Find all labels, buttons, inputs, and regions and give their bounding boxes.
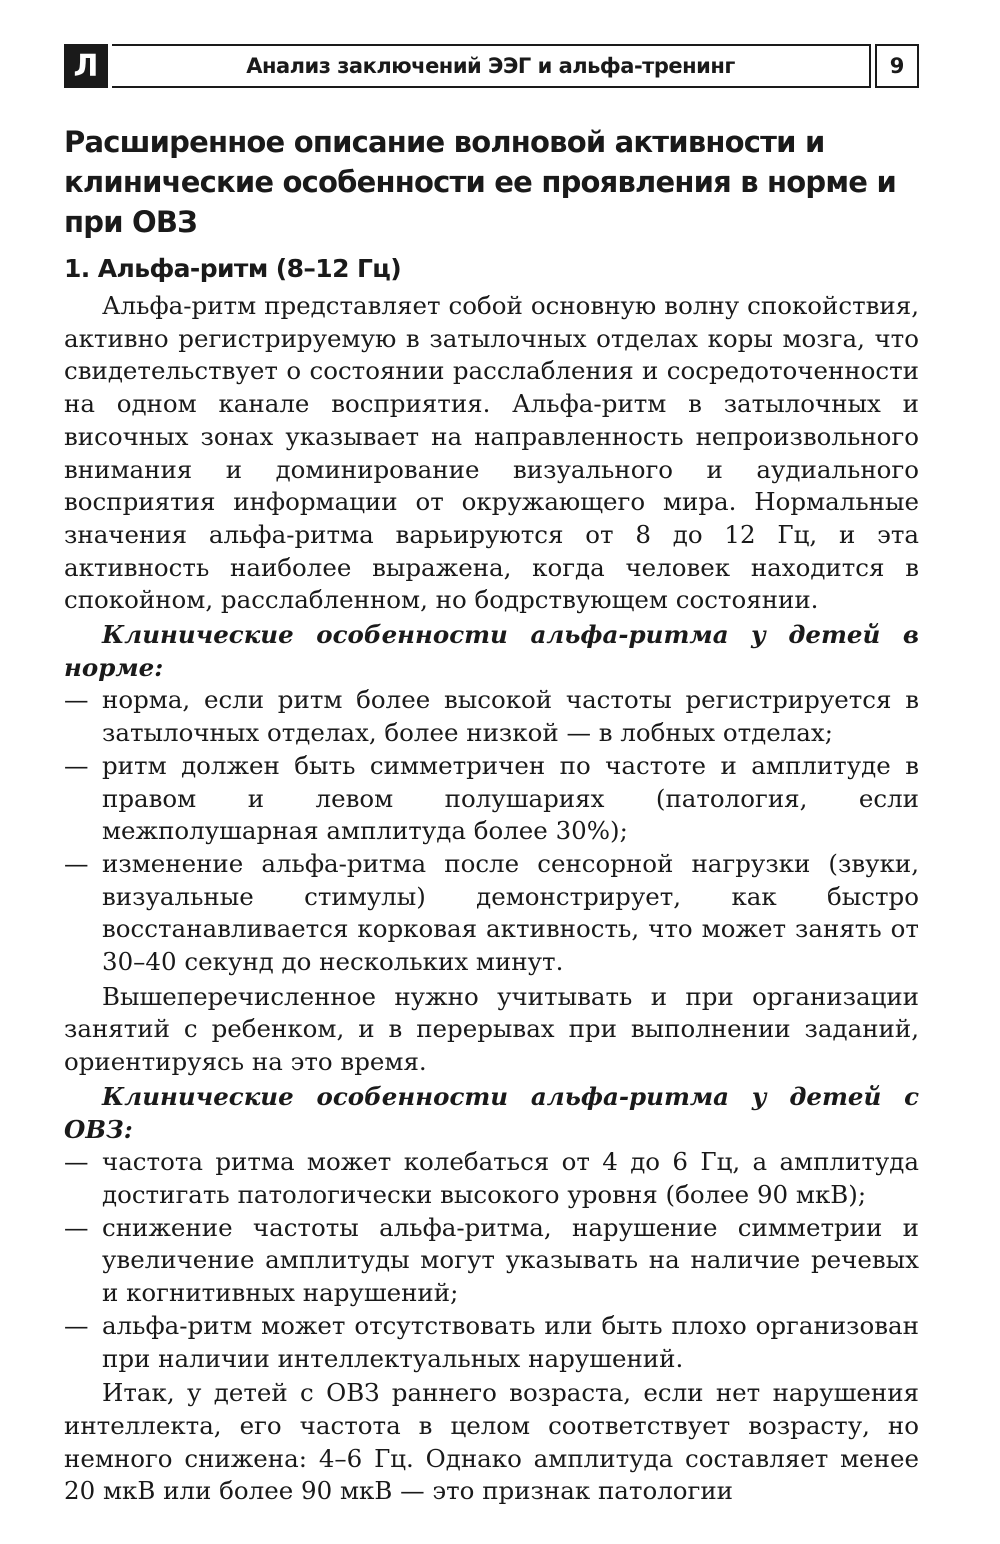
chapter-letter-badge: Л <box>64 44 108 88</box>
running-header <box>64 44 919 88</box>
ovz-heading: Клинические особенности альфа-ритма у детей с ОВЗ: <box>64 1081 919 1144</box>
list-item-text: альфа-ритм может отсутствовать или быть плохо организован при наличии интеллектуальных нарушений. <box>102 1310 919 1373</box>
note-paragraph: Вышеперечисленное нужно учитывать и при организации занятий с ребенком, и в перерывах при выполнении заданий, ориентируясь на это время. <box>64 981 919 1077</box>
section-title: Расширенное описание волновой активности и клинические особенности ее проявления в норме и при ОВЗ <box>64 125 896 239</box>
dash-marker: — <box>64 750 89 780</box>
norm-list <box>64 684 919 978</box>
intro-paragraph: Альфа-ритм представляет собой основную волну спокойствия, активно регистрируемую в затылочных отделах коры мозга, что свидетельствует о состоянии расслабления и сосредоточенности на одном канале восприятия. Альфа-ритм в затылочных и височных зонах указывает на направленность непроизвольного внимания и доминирование визуального и аудиального восприятия информации от окружающего мира. Нормальные значения альфа-ритма варьируются от 8 до 12 Гц, и эта активность наиболее выражена, когда человек находится в спокойном, расслабленном, но бодрствующем состоянии. <box>64 291 919 615</box>
list-item-text: снижение частоты альфа-ритма, нарушение симметрии и увеличение амплитуды могут указывать на наличие речевых и когнитивных нарушений; <box>102 1212 919 1308</box>
dash-marker: — <box>64 848 89 878</box>
list-item <box>64 1310 919 1375</box>
list-item <box>64 684 919 749</box>
list-item-text: норма, если ритм более высокой частоты регистрируется в затылочных отделах, более низкой — в лобных отделах; <box>102 685 919 748</box>
dash-marker: — <box>64 1212 89 1242</box>
dash-marker: — <box>64 1310 89 1340</box>
conclusion-paragraph: Итак, у детей с ОВЗ раннего возраста, если нет нарушения интеллекта, его частота в целом соответствует возрасту, но немного снижена: 4–6 Гц. Однако амплитуда составляет менее 20 мкВ или более 90 мкВ — это признак патологии <box>64 1378 919 1506</box>
running-header-title: Анализ заключений ЭЭГ и альфа-тренинг <box>112 44 871 88</box>
list-item-text: ритм должен быть симметричен по частоте и амплитуде в правом и левом полушариях (патология, если межполушарная амплитуда более 30%); <box>102 750 919 846</box>
list-item <box>64 848 919 979</box>
dash-marker: — <box>64 685 89 715</box>
norm-heading: Клинические особенности альфа-ритма у детей в норме: <box>64 620 919 682</box>
list-item <box>64 1146 919 1211</box>
list-item <box>64 1212 919 1310</box>
book-page <box>64 44 919 1508</box>
page-number: 9 <box>875 44 919 88</box>
dash-marker: — <box>64 1147 89 1177</box>
subsection-title: 1. Альфа-ритм (8–12 Гц) <box>64 254 402 283</box>
ovz-list <box>64 1146 919 1375</box>
list-item-text: частота ритма может колебаться от 4 до 6 Гц, а амплитуда достигать патологически высокого уровня (более 90 мкВ); <box>102 1147 919 1209</box>
list-item <box>64 750 919 848</box>
list-item-text: изменение альфа-ритма после сенсорной нагрузки (звуки, визуальные стимулы) демонстрирует, как быстро восстанавливается корковая активность, что может занять от 30–40 секунд до нескольких минут. <box>102 848 919 977</box>
